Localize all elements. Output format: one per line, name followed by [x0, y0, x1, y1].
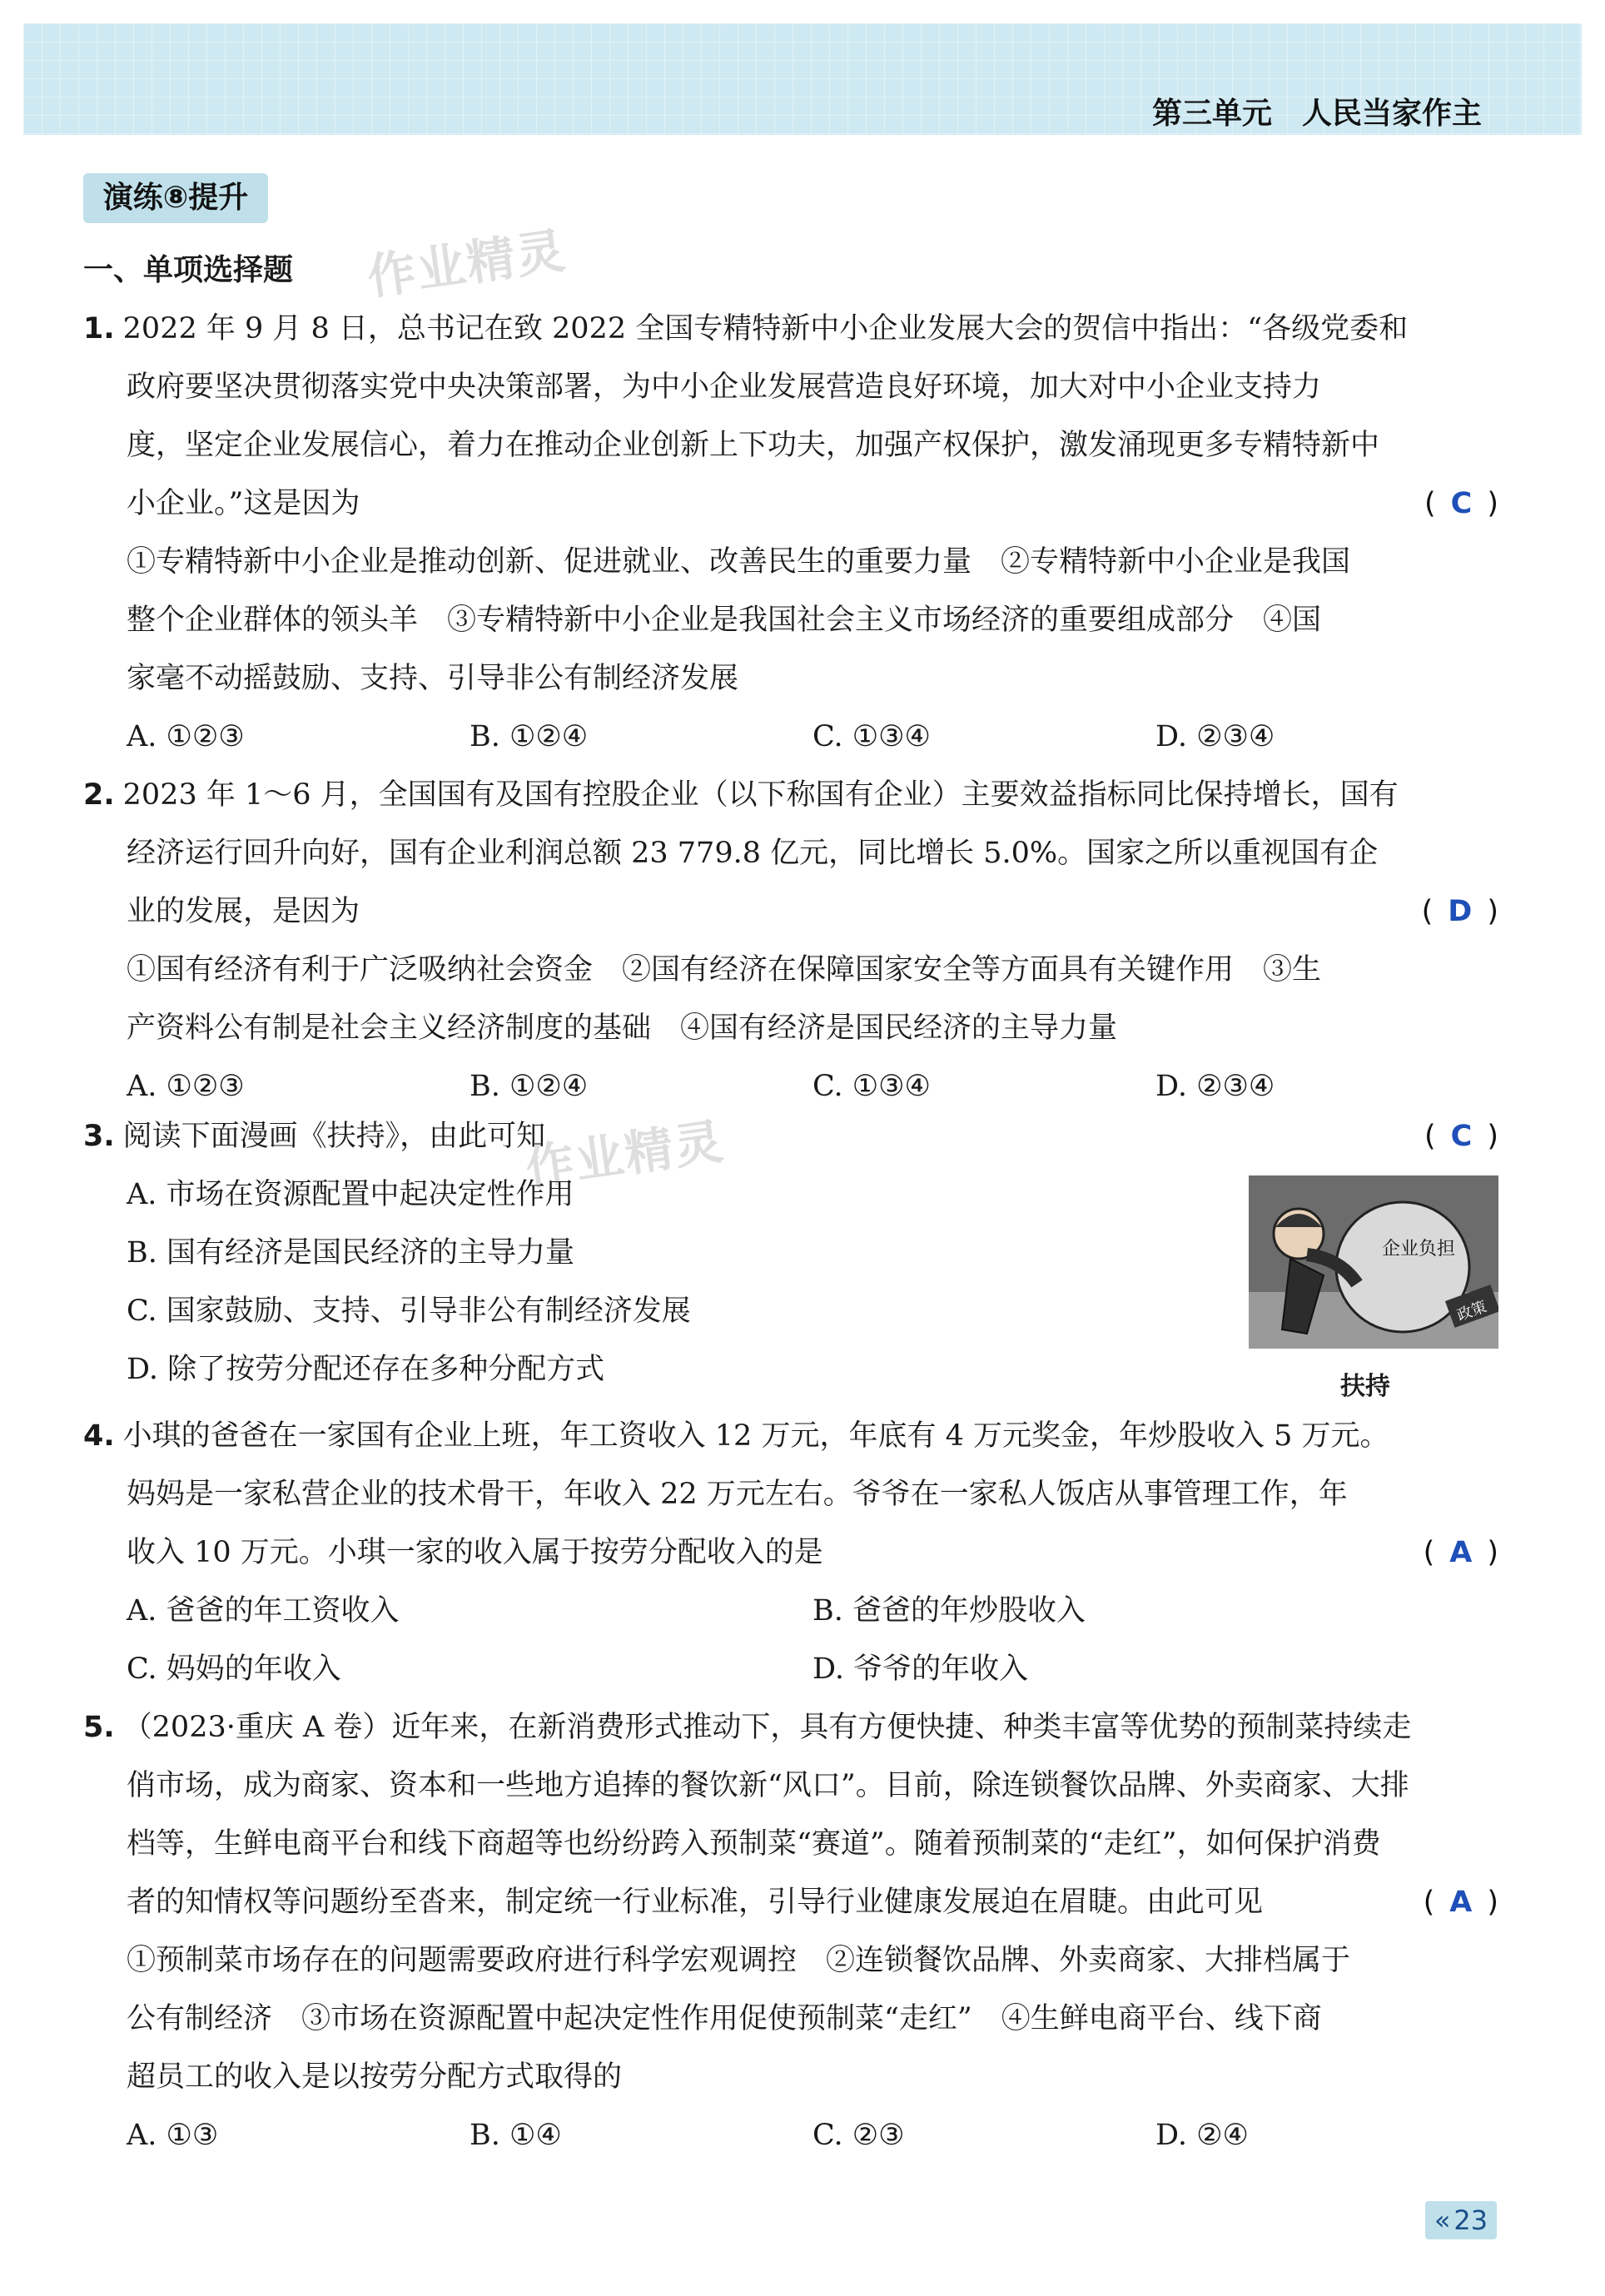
- stem-text: 小琪的爸爸在一家国有企业上班，年工资收入 12 万元，年底有 4 万元奖金，年炒股收入 5 万元。: [122, 1419, 1389, 1453]
- statement-line: ①专精特新中小企业是推动创新、促进就业、改善民生的重要力量 ②专精特新中小企业是我国: [127, 545, 1351, 579]
- stem-last-line: [83, 882, 1498, 941]
- question-number: 1.: [83, 312, 115, 345]
- stem-text: 档等，生鲜电商平台和线下商超等也纷纷跨入预制菜“赛道”。随着预制菜的“走红”，如何保护消费: [127, 1827, 1381, 1861]
- option-c[interactable]: C. ①③④: [812, 720, 931, 753]
- cartoon-bag-label: 企业负担: [1382, 1239, 1456, 1260]
- option-c[interactable]: C. ①③④: [812, 1070, 931, 1103]
- stem-last-line: [83, 475, 1498, 533]
- page-header-band: [23, 23, 1582, 135]
- option-c[interactable]: C. ②③: [812, 2119, 905, 2152]
- option-d[interactable]: D. ②③④: [1155, 1070, 1275, 1103]
- statement-line: ①预制菜市场存在的问题需要政府进行科学宏观调控 ②连锁餐饮品牌、外卖商家、大排档属于: [127, 1944, 1351, 1977]
- question-number: 3.: [83, 1120, 115, 1153]
- stem-text: 度，坚定企业发展信心，着力在推动企业创新上下功夫，加强产权保护，激发涌现更多专精特新中: [127, 429, 1380, 462]
- option-a[interactable]: A. ①③: [127, 2119, 219, 2152]
- answer-letter: C: [1450, 1120, 1473, 1153]
- stem-text: （2023·重庆 A 卷）近年来，在新消费形式推动下，具有方便快捷、种类丰富等优势的预制菜持续走: [122, 1711, 1412, 1744]
- option-a[interactable]: A. 市场在资源配置中起决定性作用: [127, 1178, 574, 1211]
- question-stem-line: [83, 1698, 1498, 1757]
- statement-line: 家毫不动摇鼓励、支持、引导非公有制经济发展: [127, 662, 739, 695]
- option-b[interactable]: B. ①②④: [470, 1070, 589, 1103]
- options-row: [83, 708, 1498, 766]
- option-b[interactable]: B. 爸爸的年炒股收入: [812, 1594, 1086, 1628]
- option-d[interactable]: D. 爷爷的年收入: [812, 1652, 1029, 1686]
- question-number: 2.: [83, 778, 115, 812]
- stem-text: 者的知情权等问题纷至沓来，制定统一行业标准，引导行业健康发展迫在眉睫。由此可见: [127, 1886, 1264, 1919]
- option-c[interactable]: C. 妈妈的年收入: [127, 1652, 341, 1686]
- question-stem-line: [83, 766, 1498, 824]
- stem-text: 妈妈是一家私营企业的技术骨干，年收入 22 万元左右。爷爷在一家私人饭店从事管理工作，年: [127, 1478, 1348, 1511]
- question-stem-line: [83, 1407, 1498, 1465]
- section-title: 一、单项选择题: [83, 253, 294, 287]
- option-a[interactable]: A. 爸爸的年工资收入: [127, 1594, 400, 1628]
- stem-text: 收入 10 万元。小琪一家的收入属于按劳分配收入的是: [127, 1536, 823, 1569]
- answer-bracket: ( A ): [1423, 1536, 1498, 1569]
- options-row: [83, 1582, 1498, 1640]
- section-tag: 演练⑧提升: [83, 173, 268, 223]
- statement-line: 超员工的收入是以按劳分配方式取得的: [127, 2060, 623, 2094]
- question-2: [83, 766, 1498, 1116]
- answer-letter: A: [1449, 1886, 1473, 1919]
- cartoon-caption: 扶持: [1340, 1372, 1390, 1401]
- chevron-left-icon: «: [1434, 2204, 1451, 2236]
- cartoon-tag-label: 政策: [1454, 1298, 1489, 1325]
- question-number: 5.: [83, 1711, 115, 1744]
- stem-text: 俏市场，成为商家、资本和一些地方追捧的餐饮新“风口”。目前，除连锁餐饮品牌、外卖商家、大排: [127, 1769, 1409, 1802]
- question-number: 4.: [83, 1419, 115, 1453]
- page-number-text: 23: [1453, 2204, 1488, 2236]
- stem-last-line: [83, 1523, 1498, 1582]
- unit-title: 第三单元 人民当家作主: [1151, 97, 1482, 131]
- option-a[interactable]: A. ①②③: [127, 1070, 245, 1103]
- answer-bracket: ( A ): [1423, 1886, 1498, 1919]
- statement-line: 整个企业群体的领头羊 ③专精特新中小企业是我国社会主义市场经济的重要组成部分 ④国: [127, 604, 1322, 637]
- option-b[interactable]: B. ①④: [470, 2119, 562, 2152]
- stem-text: 业的发展，是因为: [127, 895, 360, 928]
- option-b[interactable]: B. 国有经济是国民经济的主导力量: [127, 1236, 574, 1270]
- page-number: [1425, 2201, 1497, 2239]
- option-d[interactable]: D. ②③④: [1155, 720, 1275, 753]
- options-row: [83, 2106, 1498, 2164]
- statement-line: 产资料公有制是社会主义经济制度的基础 ④国有经济是国民经济的主导力量: [127, 1011, 1118, 1045]
- option-d[interactable]: D. 除了按劳分配还存在多种分配方式: [127, 1353, 605, 1386]
- answer-letter: A: [1449, 1536, 1473, 1569]
- option-c[interactable]: C. 国家鼓励、支持、引导非公有制经济发展: [127, 1295, 691, 1328]
- stem-last-line: [83, 1873, 1498, 1931]
- answer-letter: D: [1448, 895, 1473, 928]
- stem-text: 2023 年 1～6 月，全国国有及国有控股企业（以下称国有企业）主要效益指标同比保持增长，国有: [122, 778, 1399, 812]
- stem-text: 经济运行回升向好，国有企业利润总额 23 779.8 亿元，同比增长 5.0%。国家之所以重视国有企: [127, 837, 1379, 870]
- question-stem-line: [83, 300, 1498, 358]
- stem-text: 阅读下面漫画《扶持》，由此可知: [122, 1120, 546, 1153]
- answer-bracket: ( C ): [1424, 487, 1498, 520]
- answer-letter: C: [1450, 487, 1473, 520]
- stem-text: 2022 年 9 月 8 日，总书记在致 2022 全国专精特新中小企业发展大会的贺信中指出：“各级党委和: [122, 312, 1409, 345]
- question-1: [83, 300, 1498, 766]
- option-a[interactable]: A. ①②③: [127, 720, 245, 753]
- option-b[interactable]: B. ①②④: [470, 720, 589, 753]
- statement-line: ①国有经济有利于广泛吸纳社会资金 ②国有经济在保障国家安全等方面具有关键作用 ③生: [127, 953, 1322, 986]
- option-d[interactable]: D. ②④: [1155, 2119, 1249, 2152]
- answer-bracket: ( C ): [1424, 1120, 1498, 1153]
- watermark: 作业精灵: [364, 221, 570, 306]
- question-4: [83, 1407, 1498, 1698]
- cartoon-support-image: [1249, 1175, 1498, 1349]
- watermark: 作业精灵: [522, 1112, 728, 1197]
- options-row: [83, 1640, 1498, 1698]
- question-stem-line: [83, 1107, 1498, 1165]
- statement-line: 公有制经济 ③市场在资源配置中起决定性作用促使预制菜“走红” ④生鲜电商平台、线下商: [127, 2002, 1322, 2035]
- answer-bracket: ( D ): [1421, 895, 1498, 928]
- question-5: [83, 1698, 1498, 2164]
- stem-text: 小企业。”这是因为: [127, 487, 360, 520]
- stem-text: 政府要坚决贯彻落实党中央决策部署，为中小企业发展营造良好环境，加大对中小企业支持力: [127, 370, 1322, 404]
